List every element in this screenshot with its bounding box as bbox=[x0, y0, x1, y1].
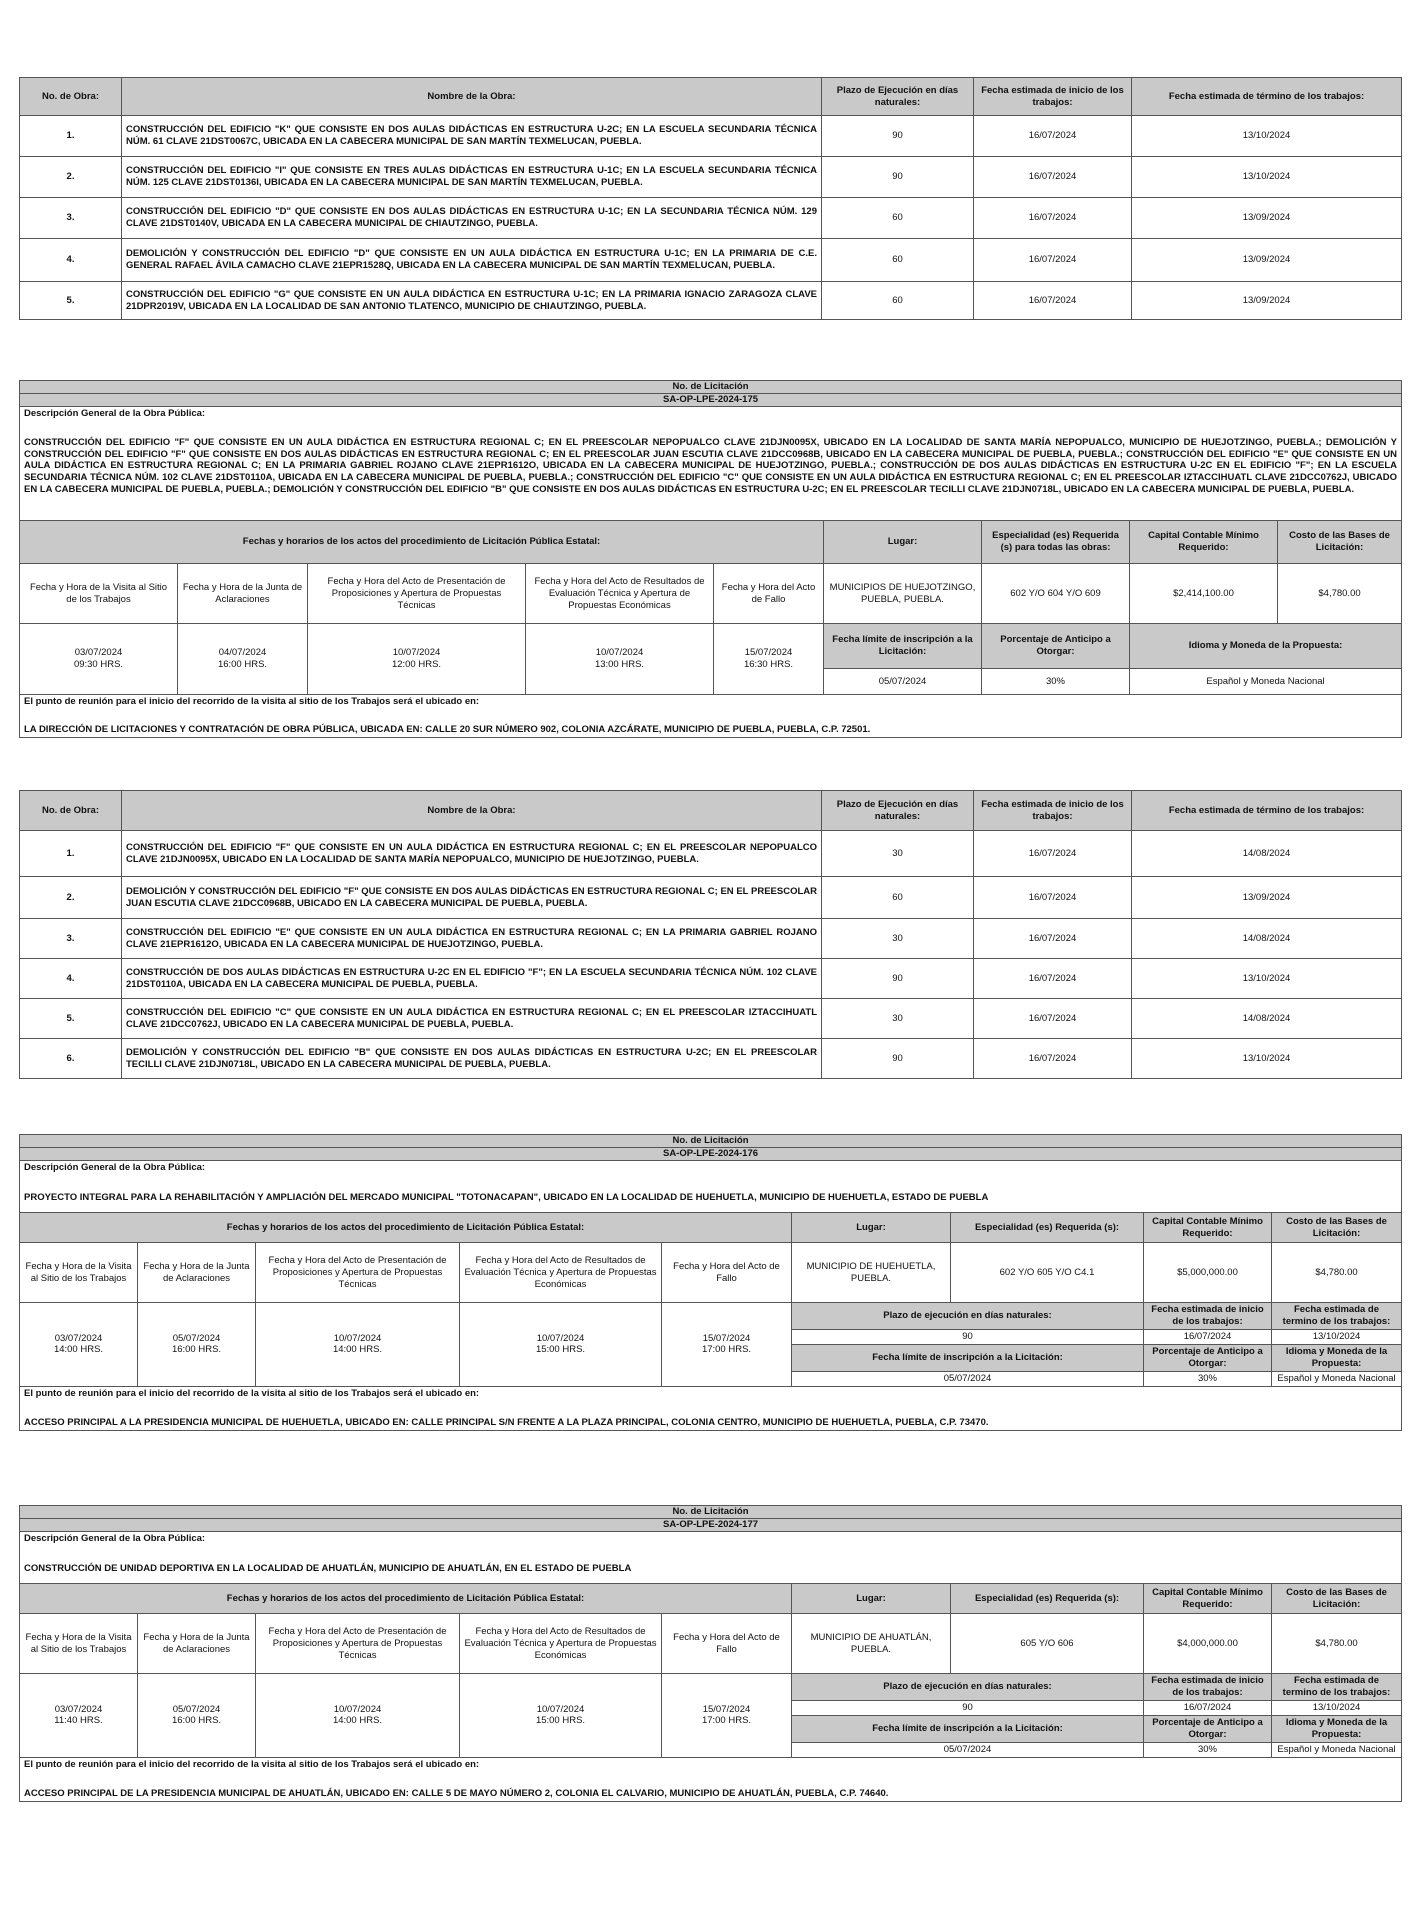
obra-inicio: 16/07/2024 bbox=[974, 282, 1132, 320]
junta-header: Fecha y Hora de la Junta de Aclaraciones bbox=[178, 564, 308, 624]
lugar-header: Lugar: bbox=[824, 521, 982, 564]
obra-termino: 13/09/2024 bbox=[1132, 282, 1402, 320]
fallo-header: Fecha y Hora del Acto de Fallo bbox=[714, 564, 824, 624]
obra-termino: 14/08/2024 bbox=[1132, 831, 1402, 877]
idioma-value: Español y Moneda Nacional bbox=[1272, 1371, 1402, 1386]
obra-plazo: 90 bbox=[822, 1039, 974, 1079]
capital-value: $4,000,000.00 bbox=[1144, 1614, 1272, 1674]
limite-header: Fecha límite de inscripción a la Licitación: bbox=[792, 1716, 1144, 1743]
obra-termino: 13/10/2024 bbox=[1132, 157, 1402, 198]
fechas-actos-header: Fechas y horarios de los actos del procedimiento de Licitación Pública Estatal: bbox=[20, 1213, 792, 1243]
obra-nombre: DEMOLICIÓN Y CONSTRUCCIÓN DEL EDIFICIO "F" QUE CONSISTE EN DOS AULAS DIDÁCTICAS EN ESTRUCTURA REGIONAL C; EN EL PREESCOLAR JUAN ESCUTIA CLAVE 21DCC0968B, UBICADO EN LA CABECERA MUNICIPAL DE PUEBLA, PUEBLA. bbox=[122, 877, 822, 919]
obra-plazo: 60 bbox=[822, 282, 974, 320]
anticipo-value: 30% bbox=[982, 669, 1130, 695]
capital-header: Capital Contable Mínimo Requerido: bbox=[1144, 1213, 1272, 1243]
resultados-value: 10/07/2024 15:00 HRS. bbox=[460, 1674, 662, 1758]
plazo-header: Plazo de ejecución en días naturales: bbox=[792, 1303, 1144, 1330]
obra-termino: 13/09/2024 bbox=[1132, 877, 1402, 919]
fallo-header: Fecha y Hora del Acto de Fallo bbox=[662, 1614, 792, 1674]
lugar-value: MUNICIPIO DE AHUATLÁN, PUEBLA. bbox=[792, 1614, 951, 1674]
descripcion-text: CONSTRUCCIÓN DEL EDIFICIO "F" QUE CONSISTE EN UN AULA DIDÁCTICA EN ESTRUCTURA REGIONAL C; EN EL PREESCOLAR NEPOPUALCO CLAVE 21DJN0095X, UBICADO EN LA LOCALIDAD DE SANTA MARÍA NEPOPUALCO, MUNICIPIO DE HUEJOTZINGO, PUEBLA.; DEMOLICIÓN Y CONSTRUCCIÓN DEL EDIFICIO "F" QUE CONSISTE EN DOS AULAS DIDÁCTICAS EN ESTRUCTURA REGIONAL C; EN EL PREESCOLAR JUAN ESCUTIA CLAVE 21DCC0968B, UBICADO EN LA CABECERA MUNICIPAL DE PUEBLA, PUEBLA.; CONSTRUCCIÓN DEL EDIFICIO "E" QUE CONSISTE EN UN AULA DIDÁCTICA EN ESTRUCTURA REGIONAL C; EN LA PRIMARIA GABRIEL ROJANO CLAVE 21EPR1612O, UBICADA EN LA CABECERA MUNICIPAL DE HUEJOTZINGO, PUEBLA.; CONSTRUCCIÓN DE DOS AULAS DIDÁCTICAS EN ESTRUCTURA U-2C EN EL EDIFICIO "F"; EN LA ESCUELA SECUNDARIA TÉCNICA NÚM. 102 CLAVE 21DST0110A, UBICADA EN LA CABECERA MUNICIPAL DE PUEBLA, PUEBLA.; CONSTRUCCIÓN DEL EDIFICIO "C" QUE CONSISTE EN UN AULA DIDÁCTICA EN ESTRUCTURA REGIONAL C; EN EL PREESCOLAR IZTACCIHUATL CLAVE 21DCC0762J, UBICADO EN LA CABECERA MUNICIPAL DE PUEBLA, PUEBLA.; DEMOLICIÓN Y CONSTRUCCIÓN DEL EDIFICIO "B" QUE CONSISTE EN DOS AULAS DIDÁCTICAS EN ESTRUCTURA U-2C; EN EL PREESCOLAR TECILLI CLAVE 21DJN0718L, UBICADO EN LA CABECERA MUNICIPAL DE PUEBLA, PUEBLA. bbox=[20, 421, 1402, 521]
obra-plazo: 90 bbox=[822, 959, 974, 999]
obra-nombre: CONSTRUCCIÓN DEL EDIFICIO "F" QUE CONSISTE EN UN AULA DIDÁCTICA EN ESTRUCTURA REGIONAL C; EN EL PREESCOLAR NEPOPUALCO CLAVE 21DJN0095X, UBICADO EN LA LOCALIDAD DE SANTA MARÍA NEPOPUALCO, MUNICIPIO DE HUEJOTZINGO, PUEBLA. bbox=[122, 831, 822, 877]
visita-header: Fecha y Hora de la Visita al Sitio de los Trabajos bbox=[20, 1243, 138, 1303]
table-row bbox=[20, 919, 1402, 959]
obra-termino: 14/08/2024 bbox=[1132, 919, 1402, 959]
capital-value: $5,000,000.00 bbox=[1144, 1243, 1272, 1303]
obra-nombre: DEMOLICIÓN Y CONSTRUCCIÓN DEL EDIFICIO "B" QUE CONSISTE EN DOS AULAS DIDÁCTICAS EN ESTRUCTURA U-2C; EN EL PREESCOLAR TECILLI CLAVE 21DJN0718L, UBICADO EN LA CABECERA MUNICIPAL DE PUEBLA, PUEBLA. bbox=[122, 1039, 822, 1079]
obra-inicio: 16/07/2024 bbox=[974, 999, 1132, 1039]
obra-nombre: CONSTRUCCIÓN DEL EDIFICIO "C" QUE CONSISTE EN UN AULA DIDÁCTICA EN ESTRUCTURA REGIONAL C; EN EL PREESCOLAR IZTACCIHUATL CLAVE 21DCC0762J, UBICADO EN LA CABECERA MUNICIPAL DE PUEBLA, PUEBLA. bbox=[122, 999, 822, 1039]
fechas-actos-header: Fechas y horarios de los actos del procedimiento de Licitación Pública Estatal: bbox=[20, 521, 824, 564]
licitacion-177-table bbox=[19, 1505, 1402, 1802]
anticipo-header: Porcentaje de Anticipo a Otorgar: bbox=[1144, 1716, 1272, 1743]
obra-no: 1. bbox=[20, 116, 122, 157]
termino-value: 13/10/2024 bbox=[1272, 1701, 1402, 1716]
presentacion-header: Fecha y Hora del Acto de Presentación de Proposiciones y Apertura de Propuestas Técnicas bbox=[256, 1243, 460, 1303]
especialidad-header: Especialidad (es) Requerida (s): bbox=[951, 1213, 1144, 1243]
visita-value: 03/07/2024 14:00 HRS. bbox=[20, 1303, 138, 1387]
idioma-value: Español y Moneda Nacional bbox=[1130, 669, 1402, 695]
obra-no: 2. bbox=[20, 157, 122, 198]
obra-plazo: 90 bbox=[822, 157, 974, 198]
anticipo-value: 30% bbox=[1144, 1742, 1272, 1757]
resultados-header: Fecha y Hora del Acto de Resultados de Evaluación Técnica y Apertura de Propuestas Económicas bbox=[460, 1243, 662, 1303]
obra-termino: 13/09/2024 bbox=[1132, 198, 1402, 239]
obra-nombre: CONSTRUCCIÓN DEL EDIFICIO "D" QUE CONSISTE EN DOS AULAS DIDÁCTICAS EN ESTRUCTURA U-1C; EN LA SECUNDARIA TÉCNICA NÚM. 129 CLAVE 21DST0140V, UBICADA EN LA CABECERA MUNICIPAL DE CHIAUTZINGO, PUEBLA. bbox=[122, 198, 822, 239]
obra-inicio: 16/07/2024 bbox=[974, 116, 1132, 157]
descripcion-text: PROYECTO INTEGRAL PARA LA REHABILITACIÓN Y AMPLIACIÓN DEL MERCADO MUNICIPAL "TOTONACAPAN", UBICADO EN LA LOCALIDAD DE HUEHUETLA, MUNICIPIO DE HUEHUETLA, ESTADO DE PUEBLA bbox=[20, 1175, 1402, 1213]
obra-plazo: 30 bbox=[822, 831, 974, 877]
inicio-header: Fecha estimada de inicio de los trabajos: bbox=[1144, 1303, 1272, 1330]
visita-header: Fecha y Hora de la Visita al Sitio de los Trabajos bbox=[20, 1614, 138, 1674]
idioma-header: Idioma y Moneda de la Propuesta: bbox=[1272, 1716, 1402, 1743]
obras-table-1 bbox=[19, 77, 1402, 320]
table-row bbox=[20, 877, 1402, 919]
junta-header: Fecha y Hora de la Junta de Aclaraciones bbox=[138, 1243, 256, 1303]
header-termino: Fecha estimada de término de los trabajos: bbox=[1132, 78, 1402, 116]
idioma-header: Idioma y Moneda de la Propuesta: bbox=[1130, 624, 1402, 669]
table-row bbox=[20, 959, 1402, 999]
lugar-value: MUNICIPIOS DE HUEJOTZINGO, PUEBLA, PUEBLA. bbox=[824, 564, 982, 624]
obra-plazo: 90 bbox=[822, 116, 974, 157]
visita-value: 03/07/2024 11:40 HRS. bbox=[20, 1674, 138, 1758]
obra-no: 4. bbox=[20, 959, 122, 999]
capital-value: $2,414,100.00 bbox=[1130, 564, 1278, 624]
obra-inicio: 16/07/2024 bbox=[974, 239, 1132, 282]
descripcion-label: Descripción General de la Obra Pública: bbox=[20, 1531, 1402, 1545]
obra-inicio: 16/07/2024 bbox=[974, 1039, 1132, 1079]
header-plazo: Plazo de Ejecución en días naturales: bbox=[822, 78, 974, 116]
junta-value: 04/07/2024 16:00 HRS. bbox=[178, 624, 308, 695]
plazo-value: 90 bbox=[792, 1330, 1144, 1345]
obra-plazo: 60 bbox=[822, 877, 974, 919]
obra-inicio: 16/07/2024 bbox=[974, 877, 1132, 919]
especialidad-value: 602 Y/O 605 Y/O C4.1 bbox=[951, 1243, 1144, 1303]
presentacion-value: 10/07/2024 14:00 HRS. bbox=[256, 1674, 460, 1758]
header-nombre: Nombre de la Obra: bbox=[122, 78, 822, 116]
licitacion-label: No. de Licitación bbox=[20, 1135, 1402, 1148]
obras-table-2 bbox=[19, 790, 1402, 1079]
obra-no: 5. bbox=[20, 282, 122, 320]
obra-nombre: CONSTRUCCIÓN DEL EDIFICIO "G" QUE CONSISTE EN UN AULA DIDÁCTICA EN ESTRUCTURA U-1C; EN LA PRIMARIA IGNACIO ZARAGOZA CLAVE 21DPR2019V, UBICADA EN LA LOCALIDAD DE SAN ANTONIO TLATENCO, MUNICIPIO DE CHIAUTZINGO, PUEBLA. bbox=[122, 282, 822, 320]
limite-header: Fecha límite de inscripción a la Licitación: bbox=[824, 624, 982, 669]
costo-value: $4,780.00 bbox=[1272, 1243, 1402, 1303]
junta-header: Fecha y Hora de la Junta de Aclaraciones bbox=[138, 1614, 256, 1674]
header-plazo: Plazo de Ejecución en días naturales: bbox=[822, 791, 974, 831]
table-row bbox=[20, 1039, 1402, 1079]
fallo-value: 15/07/2024 17:00 HRS. bbox=[662, 1674, 792, 1758]
anticipo-header: Porcentaje de Anticipo a Otorgar: bbox=[1144, 1345, 1272, 1372]
plazo-value: 90 bbox=[792, 1701, 1144, 1716]
obra-inicio: 16/07/2024 bbox=[974, 831, 1132, 877]
licitacion-label: No. de Licitación bbox=[20, 1506, 1402, 1519]
punto-value: LA DIRECCIÓN DE LICITACIONES Y CONTRATACIÓN DE OBRA PÚBLICA, UBICADA EN: CALLE 20 SUR NÚMERO 902, COLONIA AZCÁRATE, MUNICIPIO DE PUEBLA, PUEBLA, C.P. 72501. bbox=[20, 709, 1402, 737]
fallo-value: 15/07/2024 16:30 HRS. bbox=[714, 624, 824, 695]
table-row bbox=[20, 116, 1402, 157]
fechas-actos-header: Fechas y horarios de los actos del procedimiento de Licitación Pública Estatal: bbox=[20, 1584, 792, 1614]
punto-label: El punto de reunión para el inicio del recorrido de la visita al sitio de los Trabajos será el ubicado en: bbox=[20, 695, 1402, 709]
especialidad-value: 605 Y/O 606 bbox=[951, 1614, 1144, 1674]
idioma-value: Español y Moneda Nacional bbox=[1272, 1742, 1402, 1757]
header-nombre: Nombre de la Obra: bbox=[122, 791, 822, 831]
table-row bbox=[20, 282, 1402, 320]
table-row bbox=[20, 999, 1402, 1039]
table-row bbox=[20, 198, 1402, 239]
obra-no: 3. bbox=[20, 919, 122, 959]
inicio-value: 16/07/2024 bbox=[1144, 1701, 1272, 1716]
resultados-header: Fecha y Hora del Acto de Resultados de Evaluación Técnica y Apertura de Propuestas Económicas bbox=[526, 564, 714, 624]
obra-termino: 13/10/2024 bbox=[1132, 1039, 1402, 1079]
table-row bbox=[20, 239, 1402, 282]
resultados-value: 10/07/2024 13:00 HRS. bbox=[526, 624, 714, 695]
termino-value: 13/10/2024 bbox=[1272, 1330, 1402, 1345]
capital-header: Capital Contable Mínimo Requerido: bbox=[1130, 521, 1278, 564]
anticipo-header: Porcentaje de Anticipo a Otorgar: bbox=[982, 624, 1130, 669]
descripcion-label: Descripción General de la Obra Pública: bbox=[20, 1160, 1402, 1174]
header-termino: Fecha estimada de término de los trabajos: bbox=[1132, 791, 1402, 831]
punto-value: ACCESO PRINCIPAL DE LA PRESIDENCIA MUNICIPAL DE AHUATLÁN, UBICADO EN: CALLE 5 DE MAYO NÚMERO 2, COLONIA EL CALVARIO, MUNICIPIO DE AHUATLÁN, PUEBLA, C.P. 74640. bbox=[20, 1772, 1402, 1802]
capital-header: Capital Contable Mínimo Requerido: bbox=[1144, 1584, 1272, 1614]
visita-value: 03/07/2024 09:30 HRS. bbox=[20, 624, 178, 695]
anticipo-value: 30% bbox=[1144, 1371, 1272, 1386]
licitacion-number: SA-OP-LPE-2024-177 bbox=[20, 1518, 1402, 1531]
obra-plazo: 30 bbox=[822, 919, 974, 959]
descripcion-text: CONSTRUCCIÓN DE UNIDAD DEPORTIVA EN LA LOCALIDAD DE AHUATLÁN, MUNICIPIO DE AHUATLÁN, EN EL ESTADO DE PUEBLA bbox=[20, 1546, 1402, 1584]
header-no-obra: No. de Obra: bbox=[20, 78, 122, 116]
obra-inicio: 16/07/2024 bbox=[974, 198, 1132, 239]
inicio-header: Fecha estimada de inicio de los trabajos: bbox=[1144, 1674, 1272, 1701]
obra-nombre: CONSTRUCCIÓN DE DOS AULAS DIDÁCTICAS EN ESTRUCTURA U-2C EN EL EDIFICIO "F"; EN LA ESCUELA SECUNDARIA TÉCNICA NÚM. 102 CLAVE 21DST0110A, UBICADA EN LA CABECERA MUNICIPAL DE PUEBLA, PUEBLA. bbox=[122, 959, 822, 999]
obra-plazo: 60 bbox=[822, 239, 974, 282]
obra-termino: 13/10/2024 bbox=[1132, 116, 1402, 157]
plazo-header: Plazo de ejecución en días naturales: bbox=[792, 1674, 1144, 1701]
obra-no: 5. bbox=[20, 999, 122, 1039]
costo-value: $4,780.00 bbox=[1272, 1614, 1402, 1674]
resultados-value: 10/07/2024 15:00 HRS. bbox=[460, 1303, 662, 1387]
idioma-header: Idioma y Moneda de la Propuesta: bbox=[1272, 1345, 1402, 1372]
limite-value: 05/07/2024 bbox=[792, 1371, 1144, 1386]
punto-label: El punto de reunión para el inicio del recorrido de la visita al sitio de los Trabajos será el ubicado en: bbox=[20, 1757, 1402, 1771]
descripcion-label: Descripción General de la Obra Pública: bbox=[20, 406, 1402, 420]
punto-label: El punto de reunión para el inicio del recorrido de la visita al sitio de los Trabajos será el ubicado en: bbox=[20, 1386, 1402, 1400]
header-no-obra: No. de Obra: bbox=[20, 791, 122, 831]
termino-header: Fecha estimada de termino de los trabajos: bbox=[1272, 1303, 1402, 1330]
licitacion-number: SA-OP-LPE-2024-176 bbox=[20, 1147, 1402, 1160]
junta-value: 05/07/2024 16:00 HRS. bbox=[138, 1674, 256, 1758]
obra-nombre: CONSTRUCCIÓN DEL EDIFICIO "E" QUE CONSISTE EN UN AULA DIDÁCTICA EN ESTRUCTURA REGIONAL C; EN LA PRIMARIA GABRIEL ROJANO CLAVE 21EPR1612O, UBICADA EN LA CABECERA MUNICIPAL DE HUEJOTZINGO, PUEBLA. bbox=[122, 919, 822, 959]
header-inicio: Fecha estimada de inicio de los trabajos: bbox=[974, 791, 1132, 831]
limite-value: 05/07/2024 bbox=[824, 669, 982, 695]
especialidad-header: Especialidad (es) Requerida (s): bbox=[951, 1584, 1144, 1614]
obra-inicio: 16/07/2024 bbox=[974, 959, 1132, 999]
obra-no: 6. bbox=[20, 1039, 122, 1079]
presentacion-value: 10/07/2024 12:00 HRS. bbox=[308, 624, 526, 695]
table-row bbox=[20, 157, 1402, 198]
obra-no: 4. bbox=[20, 239, 122, 282]
presentacion-header: Fecha y Hora del Acto de Presentación de Proposiciones y Apertura de Propuestas Técnicas bbox=[256, 1614, 460, 1674]
costo-header: Costo de las Bases de Licitación: bbox=[1272, 1213, 1402, 1243]
obra-termino: 13/10/2024 bbox=[1132, 959, 1402, 999]
especialidad-header: Especialidad (es) Requerida (s) para todas las obras: bbox=[982, 521, 1130, 564]
presentacion-header: Fecha y Hora del Acto de Presentación de Proposiciones y Apertura de Propuestas Técnicas bbox=[308, 564, 526, 624]
obra-termino: 14/08/2024 bbox=[1132, 999, 1402, 1039]
obra-termino: 13/09/2024 bbox=[1132, 239, 1402, 282]
licitacion-175-table bbox=[19, 380, 1402, 738]
punto-value: ACCESO PRINCIPAL A LA PRESIDENCIA MUNICIPAL DE HUEHUETLA, UBICADO EN: CALLE PRINCIPAL S/N FRENTE A LA PLAZA PRINCIPAL, COLONIA CENTRO, MUNICIPIO DE HUEHUETLA, PUEBLA, C.P. 73470. bbox=[20, 1401, 1402, 1431]
obra-nombre: CONSTRUCCIÓN DEL EDIFICIO "K" QUE CONSISTE EN DOS AULAS DIDÁCTICAS EN ESTRUCTURA U-2C; EN LA ESCUELA SECUNDARIA TÉCNICA NÚM. 61 CLAVE 21DST0067C, UBICADA EN LA CABECERA MUNICIPAL DE SAN MARTÍN TEXMELUCAN, PUEBLA. bbox=[122, 116, 822, 157]
fallo-header: Fecha y Hora del Acto de Fallo bbox=[662, 1243, 792, 1303]
obra-no: 1. bbox=[20, 831, 122, 877]
obra-no: 2. bbox=[20, 877, 122, 919]
table-row bbox=[20, 831, 1402, 877]
termino-header: Fecha estimada de termino de los trabajos: bbox=[1272, 1674, 1402, 1701]
lugar-value: MUNICIPIO DE HUEHUETLA, PUEBLA. bbox=[792, 1243, 951, 1303]
licitacion-label: No. de Licitación bbox=[20, 381, 1402, 394]
obra-inicio: 16/07/2024 bbox=[974, 157, 1132, 198]
costo-value: $4,780.00 bbox=[1278, 564, 1402, 624]
obra-nombre: DEMOLICIÓN Y CONSTRUCCIÓN DEL EDIFICIO "D" QUE CONSISTE EN UN AULA DIDÁCTICA EN ESTRUCTURA U-1C; EN LA PRIMARIA DE C.E. GENERAL RAFAEL ÁVILA CAMACHO CLAVE 21EPR1528Q, UBICADA EN LA CABECERA MUNICIPAL DE SAN MARTÍN TEXMELUCAN, PUEBLA. bbox=[122, 239, 822, 282]
lugar-header: Lugar: bbox=[792, 1584, 951, 1614]
visita-header: Fecha y Hora de la Visita al Sitio de los Trabajos bbox=[20, 564, 178, 624]
especialidad-value: 602 Y/O 604 Y/O 609 bbox=[982, 564, 1130, 624]
resultados-header: Fecha y Hora del Acto de Resultados de Evaluación Técnica y Apertura de Propuestas Económicas bbox=[460, 1614, 662, 1674]
costo-header: Costo de las Bases de Licitación: bbox=[1272, 1584, 1402, 1614]
obra-plazo: 60 bbox=[822, 198, 974, 239]
fallo-value: 15/07/2024 17:00 HRS. bbox=[662, 1303, 792, 1387]
obra-plazo: 30 bbox=[822, 999, 974, 1039]
obra-nombre: CONSTRUCCIÓN DEL EDIFICIO "I" QUE CONSISTE EN TRES AULAS DIDÁCTICAS EN ESTRUCTURA U-1C; EN LA ESCUELA SECUNDARIA TÉCNICA NÚM. 125 CLAVE 21DST0136I, UBICADA EN LA CABECERA MUNICIPAL DE SAN MARTÍN TEXMELUCAN, PUEBLA. bbox=[122, 157, 822, 198]
limite-value: 05/07/2024 bbox=[792, 1742, 1144, 1757]
lugar-header: Lugar: bbox=[792, 1213, 951, 1243]
obra-inicio: 16/07/2024 bbox=[974, 919, 1132, 959]
junta-value: 05/07/2024 16:00 HRS. bbox=[138, 1303, 256, 1387]
inicio-value: 16/07/2024 bbox=[1144, 1330, 1272, 1345]
presentacion-value: 10/07/2024 14:00 HRS. bbox=[256, 1303, 460, 1387]
licitacion-number: SA-OP-LPE-2024-175 bbox=[20, 393, 1402, 406]
limite-header: Fecha límite de inscripción a la Licitación: bbox=[792, 1345, 1144, 1372]
costo-header: Costo de las Bases de Licitación: bbox=[1278, 521, 1402, 564]
licitacion-176-table bbox=[19, 1134, 1402, 1431]
obra-no: 3. bbox=[20, 198, 122, 239]
header-inicio: Fecha estimada de inicio de los trabajos: bbox=[974, 78, 1132, 116]
